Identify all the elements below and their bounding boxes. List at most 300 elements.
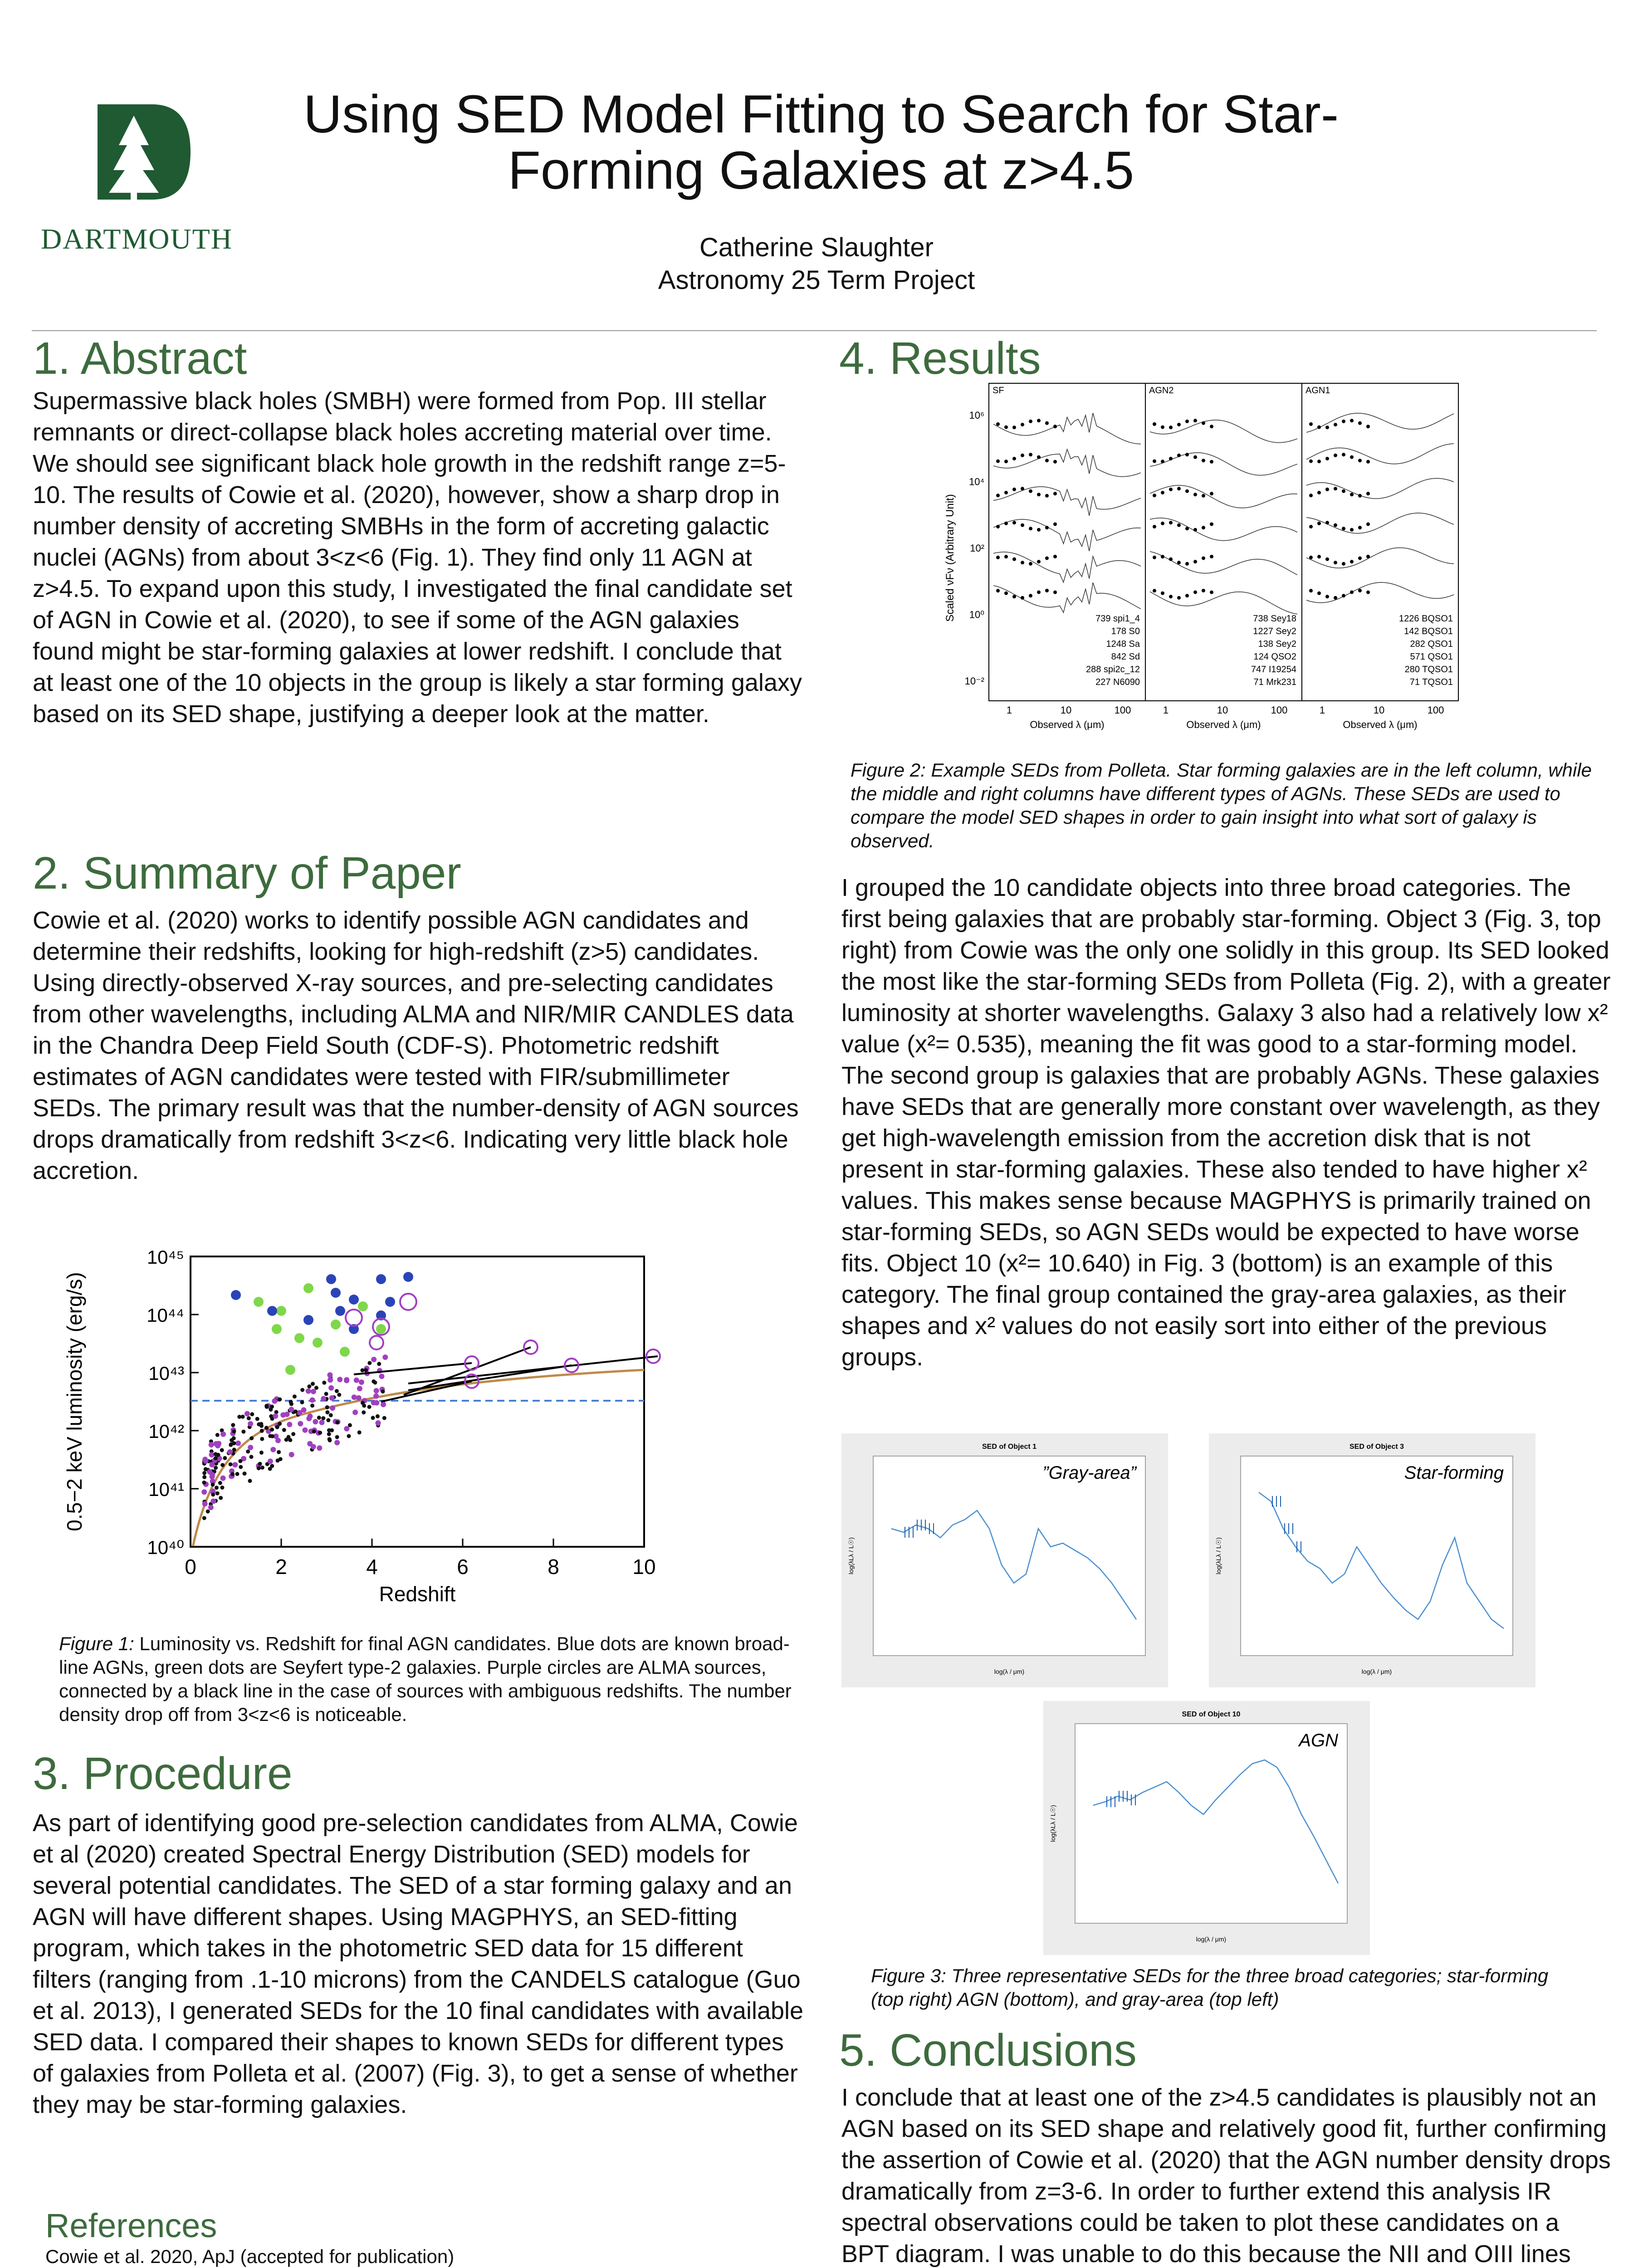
fig2-photometry-point [1037,455,1041,459]
fig1-point [270,1464,274,1468]
fig1-point [330,1428,334,1432]
fig1-point [213,1441,219,1447]
figure-1-caption [59,1632,803,1726]
fig2-photometry-point [1334,523,1337,527]
fig2-y-tick-label: 10⁴ [969,476,984,488]
fig2-template-curve [1150,591,1297,614]
luminosity-redshift-plot [64,1234,662,1624]
fig1-x-tick-label: 6 [457,1555,469,1579]
fig2-photometry-point [1366,523,1370,526]
fig2-photometry-point [1161,491,1164,494]
fig2-legend-entry: 71 Mrk231 [1253,677,1296,687]
fig1-point [329,1413,333,1417]
fig1-point [329,1395,335,1401]
fig1-point [275,1425,279,1429]
fig2-template-curve [1150,453,1297,475]
fig2-photometry-point [1177,423,1181,426]
fig2-photometry-point [1309,589,1313,592]
fig1-broadline-agn-point [331,1288,341,1298]
fig1-point [279,1457,283,1461]
fig2-photometry-point [1004,459,1008,463]
fig2-photometry-point [1153,494,1156,497]
fig2-photometry-point [1358,589,1362,592]
fig1-point [354,1378,359,1383]
fig2-template-curve [1306,444,1454,464]
fig1-seyfert2-point [303,1283,313,1293]
fig2-legend-entry: 1226 BQSO1 [1399,614,1453,624]
fig1-point [352,1394,357,1400]
fig2-photometry-point [1053,460,1057,464]
procedure-heading: 3. Procedure [33,1748,293,1799]
fig1-point [247,1416,251,1420]
fig1-point [203,1458,209,1464]
fig2-legend-entry: 747 I19254 [1251,665,1296,675]
fig2-legend-entry: 142 BQSO1 [1404,626,1453,636]
fig1-point [227,1449,233,1455]
fig2-template-curve [993,552,1141,582]
fig1-point [313,1419,318,1424]
fig2-photometry-point [1325,595,1329,598]
fig2-photometry-point [1153,459,1156,463]
fig2-photometry-point [1325,488,1329,491]
fig1-seyfert2-point [285,1365,295,1375]
fig1-point [232,1429,236,1433]
fig1-point [328,1377,333,1383]
fig2-photometry-point [1325,521,1329,524]
fig1-y-tick-label: 10⁴⁴ [147,1305,184,1326]
fig1-point [258,1462,262,1466]
fig2-photometry-point [1021,523,1024,527]
figure-3-caption: Figure 3: Three representative SEDs for the three broad categories; star-forming (top right) AGN (bottom), and gray-area (top left) [871,1965,1549,2010]
fig2-photometry-point [1193,455,1197,459]
fig2-x-tick-label: 1 [1006,704,1012,716]
fig1-point [255,1417,259,1421]
figure-2 [944,376,1479,748]
fig2-x-axis-label: Observed λ (μm) [1186,719,1261,730]
summary-heading: 2. Summary of Paper [33,848,461,899]
fig1-point [244,1411,250,1417]
fig1-point [327,1432,331,1436]
fig1-point [314,1386,318,1390]
fig2-legend-entry: 1248 Sa [1106,639,1140,649]
fig1-point [277,1450,281,1454]
results-text: I grouped the 10 candidate objects into three broad categories. The first being galaxies that are probably star-forming. Object 3 (Fig. 3, top right) from Cowie was the only one solidly in this group. Its SED looked the most like the star-forming SEDs from Polleta (Fig. 2), with a greater luminosity at shorter wavelengths. Galaxy 3 also had a relatively low x² value (x²= 0.535), meaning the fit was good to a star-forming model. The second group is galaxies that are probably AGNs. These galaxies have SEDs that are generally more constant over wavelength, as they get high-wavelength emission from the accretion disk that is not present in star-forming galaxies. These also tended to have higher x² values. This makes sense because MAGPHYS is primarily trained on star-forming SEDs, so AGN SEDs would be expected to have worse fits. Object 10 (x²= 10.640) in Fig. 3 (bottom) is an example of this category. The final group contained the gray-area galaxies, as their shapes and x² values do not easily sort into either of the previous groups. [841,874,1611,1371]
fig2-photometry-point [1210,460,1213,464]
references-heading: References [45,2207,217,2244]
sed-plot [1043,1701,1370,1955]
fig2-photometry-point [1045,526,1049,529]
sed-x-axis-label: log(λ / μm) [1361,1668,1392,1675]
fig1-y-tick-label: 10⁴⁰ [147,1537,184,1558]
header-divider [32,330,1597,331]
fig1-point [241,1430,245,1434]
fig2-y-tick-label: 10⁻² [964,675,984,687]
fig2-photometry-point [1202,557,1205,560]
fig1-x-tick-label: 2 [275,1555,287,1579]
fig2-photometry-point [1169,425,1173,429]
fig1-point [382,1354,388,1360]
fig2-photometry-point [1029,420,1032,423]
fig2-photometry-point [1210,492,1213,495]
fig1-point [249,1455,254,1459]
fig2-photometry-point [1202,421,1205,425]
fig2-photometry-point [1004,491,1008,494]
fig2-template-curve [993,487,1141,516]
fig1-point [377,1362,381,1366]
sed-plot-title: SED of Object 3 [1349,1443,1404,1451]
fig1-point [289,1400,293,1404]
fig2-photometry-point [1161,522,1164,525]
fig2-photometry-point [1202,589,1205,592]
fig1-point [248,1445,253,1450]
fig1-point [211,1482,215,1486]
fig1-point [317,1445,322,1451]
fig1-point [361,1401,365,1405]
sed-category-label: ”Gray-area” [1042,1463,1136,1483]
fig2-photometry-point [1193,528,1197,532]
fig2-photometry-point [1021,596,1024,600]
fig2-y-axis-label: Scaled νFν (Arbitrary Unit) [944,494,956,622]
summary-text: Cowie et al. (2020) works to identify possible AGN candidates and determine their redshifts, looking for high-redshift (z>5) candidates. Using directly-observed X-ray sources, and pre-selecting candidates from other wavelengths, including ALMA and NIR/MIR CANDLES data in the Chandra Deep Field South (CDF-S). Photometric redshift estimates of AGN candidates were tested with FIR/submillimeter SEDs. The primary result was that the number-density of AGN sources drops dramatically from redshift 3<z<6. Indicating very little black hole accretion. [33,907,799,1184]
fig2-photometry-point [1029,562,1032,566]
fig1-point [310,1398,315,1403]
sed-plot-frame [1241,1456,1513,1656]
fig1-point [270,1427,274,1432]
fig1-point [214,1466,218,1470]
fig1-point [248,1479,252,1483]
fig2-photometry-point [996,525,1000,528]
fig1-point [371,1400,376,1405]
fig1-point [210,1499,216,1504]
fig2-photometry-point [1004,591,1008,595]
fig2-photometry-point [1317,491,1321,494]
fig2-photometry-point [1012,557,1016,561]
fig1-point [209,1442,214,1447]
fig2-photometry-point [1317,459,1321,463]
fig2-photometry-point [1185,489,1189,493]
fig1-point [231,1423,235,1427]
fig1-point [344,1378,349,1383]
polleta-sed-templates [944,376,1479,748]
fig2-x-tick-label: 100 [1427,704,1444,716]
fig2-legend-entry: 178 S0 [1111,626,1140,636]
sed-plot [1209,1433,1535,1687]
abstract-heading: 1. Abstract [33,333,247,384]
fig1-point [214,1456,218,1460]
fig1-point [303,1427,308,1433]
fig2-photometry-point [1045,557,1049,560]
fig1-point [202,1471,206,1475]
fig2-template-curve [1150,420,1297,443]
logo-wordmark: DARTMOUTH [41,223,233,255]
fig1-broadline-agn-point [335,1306,345,1316]
fig1-point [318,1431,322,1435]
fig1-point [220,1463,225,1467]
fig2-photometry-point [1202,526,1205,529]
fig2-photometry-point [1045,494,1049,498]
fig2-photometry-point [1317,591,1321,595]
poster-title: Using SED Model Fitting to Search for Star-Forming Galaxies at z>4.5 [303,84,1339,200]
sed-plot-title: SED of Object 1 [982,1443,1037,1451]
sed-plot [841,1433,1168,1687]
fig1-broadline-agn-point [267,1306,277,1316]
fig2-photometry-point [1185,453,1189,456]
fig1-point [371,1357,376,1362]
fig1-point [288,1407,294,1412]
fig1-y-axis-label: 0.5−2 keV luminosity (erg/s) [64,1272,86,1531]
fig1-point [298,1421,303,1427]
fig2-photometry-point [1169,557,1173,561]
fig1-x-axis-label: Redshift [379,1582,456,1606]
fig1-point [325,1410,329,1414]
figure-1 [64,1234,662,1624]
fig1-point [229,1462,233,1466]
fig1-point [337,1377,342,1382]
fig1-point [367,1405,372,1409]
fig2-photometry-point [1342,453,1345,456]
fig2-photometry-point [1317,425,1321,429]
conclusions-text: I conclude that at least one of the z>4.5 candidates is plausibly not an AGN based on its SED shape and relatively good fit, further confirming the assertion of Cowie et al. (2020) that the AGN number density drops dramatically from z=3-6. In order to further extend this analysis IR spectral observations could be taken to plot these candidates on a BPT diagram. I was unable to do this because the NII and OIII lines [841,2084,1611,2268]
fig1-caption-label: Figure 1: [59,1633,134,1654]
sed-y-axis-label: log(λLλ / L☉) [1049,1805,1056,1842]
fig2-photometry-point [1210,425,1213,428]
fig1-point [311,1444,316,1449]
fig1-broadline-agn-point [385,1297,395,1307]
fig2-x-tick-label: 100 [1271,704,1288,716]
fig2-photometry-point [1334,454,1337,457]
fig1-point [337,1393,341,1397]
fig2-photometry-point [1021,454,1024,457]
fig1-point [257,1466,261,1470]
fig2-legend-entry: 124 QSO2 [1253,652,1296,662]
fig2-photometry-point [1366,492,1370,495]
fig2-photometry-point [1185,527,1189,530]
fig1-point [219,1496,223,1500]
fig1-point [367,1361,372,1365]
fig2-photometry-point [1161,555,1164,558]
fig2-template-curve [1306,413,1454,432]
fig1-point [230,1438,234,1442]
fig2-photometry-point [1350,560,1354,563]
fig1-point [260,1429,264,1433]
fig1-point [347,1434,351,1438]
fig1-point [319,1420,325,1425]
fig1-point [291,1432,295,1436]
fig2-legend-entry: 1227 Sey2 [1253,626,1296,636]
fig2-photometry-point [1004,425,1008,429]
fig1-point [301,1407,307,1413]
fig2-photometry-point [1342,527,1345,530]
sed-x-axis-label: log(λ / μm) [1196,1936,1227,1943]
fig1-point [202,1481,206,1485]
fig1-broadline-agn-point [349,1295,359,1305]
fig1-point [270,1447,276,1452]
fig1-seyfert2-point [358,1301,368,1311]
fig2-panel-title: AGN1 [1305,386,1330,396]
sed-plot-title: SED of Object 10 [1182,1711,1241,1718]
fig2-legend-entry: 738 Sey18 [1253,614,1296,624]
fig2-photometry-point [1045,459,1049,462]
fig1-point [264,1404,269,1408]
fig2-photometry-point [1342,594,1345,597]
fig2-photometry-point [1350,591,1354,594]
fig2-photometry-point [1153,589,1156,592]
fig2-photometry-point [1317,522,1321,525]
fig1-point [218,1481,222,1485]
fig1-point [325,1405,329,1409]
fig1-point [220,1448,224,1452]
fig2-panel [1145,383,1302,730]
fig2-photometry-point [1210,523,1213,526]
fig1-point [334,1440,340,1445]
fig1-point [201,1489,207,1495]
fig1-point [220,1476,226,1481]
fig1-seyfert2-point [272,1324,282,1334]
fig1-point [202,1475,206,1479]
fig2-x-axis-label: Observed λ (μm) [1030,719,1105,730]
fig2-photometry-point [1177,454,1181,457]
fig1-point [327,1372,332,1378]
fig2-photometry-point [1334,596,1337,600]
fig2-photometry-point [1366,591,1370,594]
fig2-photometry-point [1029,453,1032,456]
fig2-photometry-point [1177,523,1181,527]
fig2-x-tick-label: 10 [1373,704,1385,716]
sed-category-label: Star-forming [1404,1463,1504,1483]
fig2-x-tick-label: 100 [1114,704,1131,716]
fig1-point [211,1492,215,1496]
fig1-point [250,1412,254,1416]
fig1-caption-text: Luminosity vs. Redshift for final AGN candidates. Blue dots are known broad-line AGNs, green dots are Seyfert type-2 galaxies. Purple circles are ALMA sources, connected by a black line in the case of sources with ambiguous redshifts. The number density drop off from 3<z<6 is noticeable. [59,1633,792,1725]
fig2-photometry-point [1334,561,1337,564]
fig2-legend-entry: 739 spi1_4 [1095,614,1140,624]
fig2-photometry-point [1004,522,1008,525]
sed-object-3-panel [1209,1433,1535,1687]
fig1-point [348,1423,352,1427]
fig1-point [357,1386,362,1391]
fig1-point [249,1436,254,1440]
fig2-photometry-point [1029,489,1032,493]
fig1-y-tick-label: 10⁴² [148,1421,184,1442]
fig2-legend-entry: 138 Sey2 [1258,639,1296,649]
fig1-point [273,1413,278,1419]
fig2-photometry-point [1309,422,1313,426]
fig2-panel-title: SF [993,386,1004,396]
fig2-legend-entry: 288 spi2c_12 [1086,665,1140,675]
fig2-photometry-point [1037,591,1041,594]
fig1-point [310,1403,314,1408]
fig1-point [328,1437,332,1441]
fig1-point [300,1388,304,1392]
fig2-photometry-point [1366,555,1370,558]
fig1-point [335,1420,339,1424]
fig1-point [208,1505,214,1510]
fig2-x-tick-label: 10 [1217,704,1228,716]
fig1-broadline-agn-point [231,1290,241,1300]
fig2-photometry-point [1012,595,1016,598]
fig2-photometry-point [1053,555,1057,558]
fig2-photometry-point [996,459,1000,463]
fig1-point [202,1516,206,1520]
author-block [499,231,1134,297]
fig1-point [288,1438,292,1442]
fig1-point [243,1471,247,1476]
fig1-point [246,1450,250,1454]
fig1-point [230,1472,235,1476]
fig1-point [306,1388,311,1394]
fig2-photometry-point [1350,493,1354,496]
fig2-photometry-point [1053,523,1057,526]
fig2-photometry-point [1021,423,1024,426]
fig2-photometry-point [1202,494,1205,498]
fig1-point [270,1434,274,1438]
fig1-point [216,1453,220,1457]
fig2-photometry-point [1012,521,1016,524]
fig2-template-curve [993,519,1141,551]
fig2-template-curve [1150,518,1297,541]
fig1-point [238,1459,242,1463]
fig2-legend-entry: 227 N6090 [1095,677,1140,687]
dartmouth-logo [32,91,240,263]
fig1-point [335,1389,339,1393]
fig2-photometry-point [1193,493,1197,496]
fig2-photometry-point [1185,594,1189,597]
fig2-photometry-point [1358,494,1362,498]
sed-category-label: AGN [1299,1730,1338,1750]
fig2-legend-entry: 571 QSO1 [1410,652,1453,662]
fig1-seyfert2-point [331,1320,341,1330]
fig2-photometry-point [1177,596,1181,600]
fig2-photometry-point [1358,526,1362,529]
fig2-photometry-point [1193,419,1197,422]
fig2-photometry-point [1309,494,1313,497]
fig1-point [278,1422,282,1426]
fig1-point [215,1486,219,1490]
fig1-point [359,1379,364,1385]
fig1-point [275,1438,281,1443]
sed-plot-frame [873,1456,1145,1656]
fig1-point [364,1368,368,1372]
fig1-point [379,1374,385,1379]
conclusions-heading: 5. Conclusions [839,2025,1137,2076]
fig2-photometry-point [1161,459,1164,463]
fig2-photometry-point [1037,419,1041,422]
fig1-x-tick-label: 10 [632,1555,656,1579]
fig2-photometry-point [1342,489,1345,493]
fig1-point [376,1420,381,1426]
fig1-point [284,1438,288,1442]
fig1-point [259,1451,264,1455]
fig2-x-tick-label: 1 [1163,704,1169,716]
fig1-point [264,1426,269,1430]
course-name: Astronomy 25 Term Project [658,265,975,295]
sed-y-axis-label: log(λLλ / L☉) [1215,1537,1222,1574]
fig2-photometry-point [996,556,1000,559]
fig2-photometry-point [1334,487,1337,490]
fig1-broadline-agn-point [303,1315,313,1325]
fig2-y-tick-label: 10² [970,543,984,554]
fig1-seyfert2-point [376,1324,386,1334]
fig2-photometry-point [1350,528,1354,532]
fig2-legend-entry: 282 QSO1 [1410,639,1453,649]
fig2-photometry-point [1177,487,1181,490]
fig2-photometry-point [1029,594,1032,597]
fig1-point [260,1437,264,1441]
fig2-photometry-point [1342,420,1345,423]
fig2-photometry-point [1169,595,1173,598]
fig2-photometry-point [1004,555,1008,558]
fig1-point [239,1465,243,1469]
